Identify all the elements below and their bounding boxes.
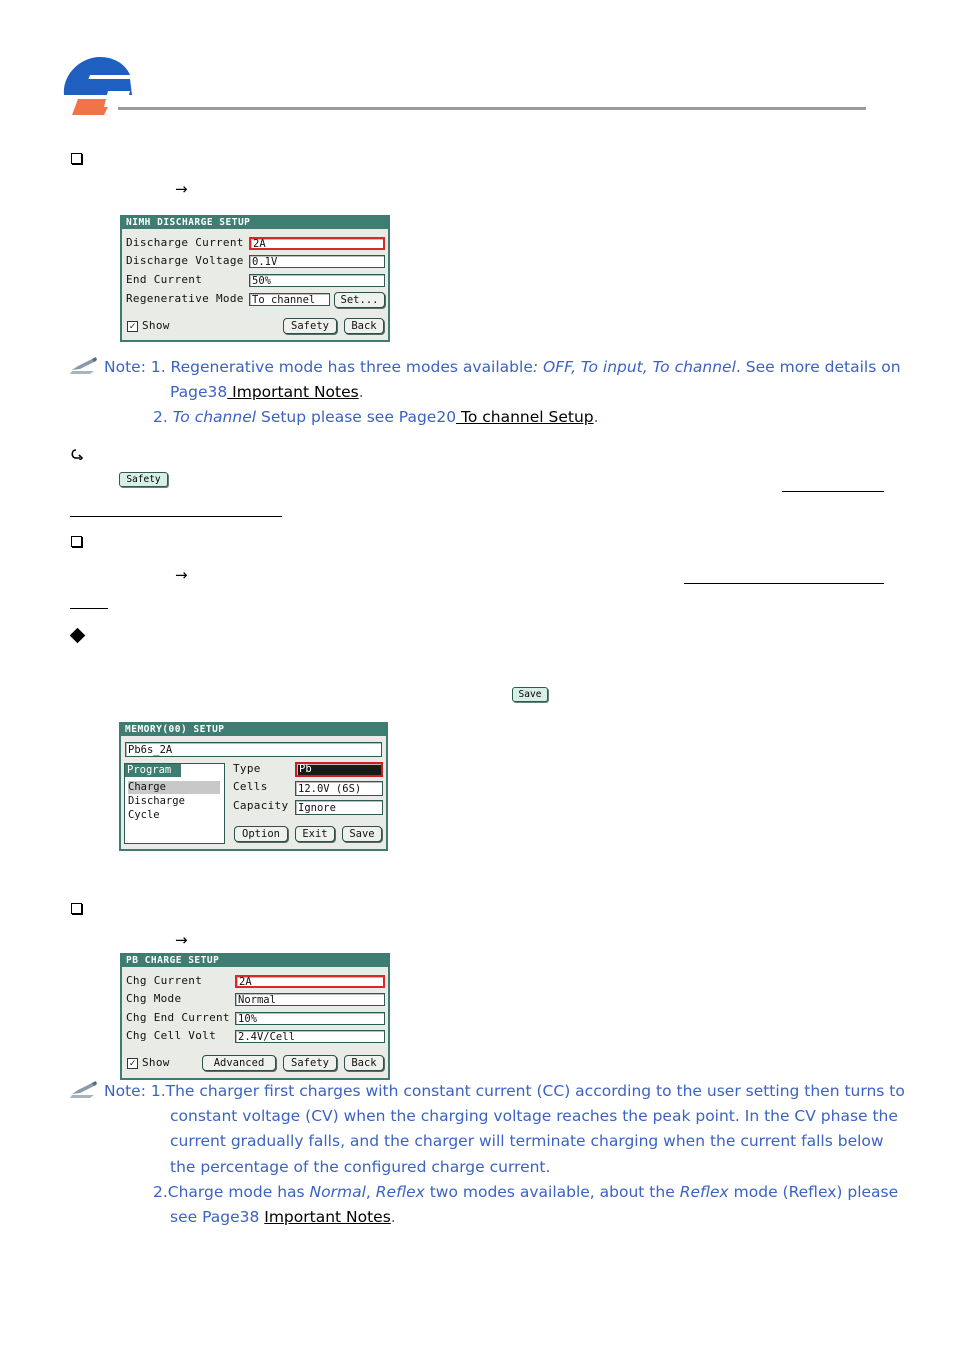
note-2-item2-b: two modes available, about the (424, 1183, 680, 1201)
exit-button[interactable]: Exit (295, 826, 335, 842)
chg-current-label: Chg Current (126, 974, 203, 987)
note-1-item2-end: . (593, 408, 599, 426)
memory-name-field[interactable]: Pb6s_2A (125, 742, 382, 757)
important-notes-link[interactable]: Important Notes (227, 383, 359, 401)
panel-title: PB CHARGE SETUP (122, 955, 388, 967)
header-rule (118, 107, 866, 110)
note-2-line-1: Note: 1.The charger first charges with constant current (CC) according to the user setting then turns to (104, 1082, 905, 1100)
show-checkbox[interactable]: ✓ (127, 321, 138, 332)
note-1-line-3 (153, 408, 599, 426)
option-button[interactable]: Option (234, 826, 288, 842)
note-2-normal: Normal (309, 1183, 366, 1201)
important-notes-link[interactable]: Important Notes (264, 1208, 391, 1226)
note-2-line-5 (153, 1183, 898, 1201)
right-arrow-icon: → (175, 566, 188, 584)
advanced-button[interactable]: Advanced (202, 1055, 276, 1071)
square-bullet-icon (71, 153, 82, 164)
program-list (124, 763, 225, 844)
link-underline (782, 491, 884, 492)
note-1-item2-text: Setup please see Page20 (256, 408, 457, 426)
regenerative-mode-field[interactable]: To channel (249, 293, 330, 306)
safety-button[interactable]: Safety (283, 1055, 337, 1071)
note-1-after-modes: . See more details on (735, 358, 901, 376)
nimh-discharge-setup-panel (120, 215, 390, 342)
end-current-label: End Current (126, 273, 203, 286)
note-2-reflex-2: Reflex (679, 1183, 729, 1201)
end-current-field[interactable]: 50% (249, 274, 385, 287)
panel-title: MEMORY(00) SETUP (121, 724, 386, 736)
note-2-line-2: constant voltage (CV) when the charging voltage reaches the peak point. In the CV phase the (170, 1107, 898, 1125)
to-channel-setup-link[interactable]: To channel Setup (456, 408, 594, 426)
chg-cell-volt-label: Chg Cell Volt (126, 1029, 216, 1042)
show-label: Show (142, 319, 170, 332)
note-2-line-6 (170, 1208, 396, 1226)
program-item-charge[interactable]: Charge (128, 781, 220, 794)
capacity-field[interactable]: Ignore (295, 800, 383, 815)
type-label: Type (233, 762, 261, 775)
discharge-current-field[interactable]: 2A (249, 237, 385, 250)
pencil-note-icon (70, 356, 98, 374)
discharge-voltage-field[interactable]: 0.1V (249, 255, 385, 268)
chg-cell-volt-field[interactable]: 2.4V/Cell (235, 1030, 385, 1043)
note-2-comma: , (365, 1183, 376, 1201)
save-small-button[interactable]: Save (512, 687, 548, 702)
chg-end-current-label: Chg End Current (126, 1011, 230, 1024)
pencil-note-icon (70, 1080, 98, 1098)
chg-mode-label: Chg Mode (126, 992, 182, 1005)
chg-end-current-field[interactable]: 10% (235, 1012, 385, 1025)
note-1-item2-italic: To channel (172, 408, 257, 426)
square-bullet-icon (71, 903, 82, 914)
note-1-line-1 (104, 358, 901, 376)
show-checkbox[interactable]: ✓ (127, 1058, 138, 1069)
chg-mode-field[interactable]: Normal (235, 993, 385, 1006)
safety-small-button[interactable]: Safety (119, 472, 168, 487)
back-button[interactable]: Back (344, 1055, 384, 1071)
note-2-line6-a: see Page38 (170, 1208, 265, 1226)
note-1-page: Page38 (170, 383, 228, 401)
note-2-line6-end: . (390, 1208, 396, 1226)
note-2-item2-c: mode (Reflex) please (728, 1183, 899, 1201)
pb-charge-setup-panel (120, 953, 390, 1080)
right-arrow-icon: → (175, 180, 188, 198)
program-label: Program (125, 764, 181, 777)
right-arrow-icon: → (175, 931, 188, 949)
note-1-end: . (358, 383, 364, 401)
program-item-cycle[interactable]: Cycle (128, 809, 160, 821)
note-1-line-2 (170, 383, 364, 401)
program-item-discharge[interactable]: Discharge (128, 795, 185, 807)
type-field[interactable]: Pb (295, 762, 383, 777)
cells-label: Cells (233, 780, 268, 793)
note-2-line-3: current gradually falls, and the charger will terminate charging when the current falls below (170, 1132, 884, 1150)
regenerative-mode-label: Regenerative Mode (126, 292, 244, 305)
note-2-line-4: the percentage of the configured charge current. (170, 1158, 551, 1176)
chg-current-field[interactable]: 2A (235, 975, 385, 988)
show-label: Show (142, 1056, 170, 1069)
link-underline (70, 516, 282, 517)
set-button[interactable]: Set... (334, 292, 385, 308)
note-2-item2-a: 2.Charge mode has (153, 1183, 310, 1201)
discharge-voltage-label: Discharge Voltage (126, 254, 244, 267)
cells-field[interactable]: 12.0V (6S) (295, 781, 383, 796)
panel-title: NIMH DISCHARGE SETUP (122, 217, 388, 229)
note-1-item2-num: 2. (153, 408, 168, 426)
note-1-modes: OFF, To input, To channel (543, 358, 736, 376)
memory-setup-panel (119, 722, 388, 851)
note-1-colon: : (532, 358, 539, 376)
capacity-label: Capacity (233, 799, 289, 812)
note-1-prefix: Note: 1. Regenerative mode has three modes available (104, 358, 533, 376)
save-button[interactable]: Save (342, 826, 382, 842)
safety-button[interactable]: Safety (283, 318, 337, 334)
note-2-reflex: Reflex (375, 1183, 425, 1201)
square-bullet-icon (71, 536, 82, 547)
back-button[interactable]: Back (344, 318, 384, 334)
discharge-current-label: Discharge Current (126, 236, 244, 249)
diamond-bullet-icon (70, 628, 86, 644)
hook-arrow-icon (70, 445, 84, 464)
link-underline (684, 583, 884, 584)
link-underline (70, 608, 108, 609)
